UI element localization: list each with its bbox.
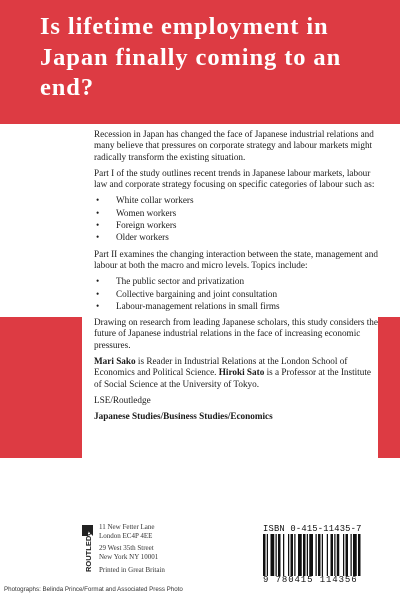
barcode-bar bbox=[316, 534, 317, 576]
bullet-icon: • bbox=[96, 220, 100, 231]
bullet-icon: • bbox=[96, 195, 100, 206]
barcode-bar bbox=[327, 534, 328, 576]
barcode-bar bbox=[358, 534, 361, 576]
barcode-bar bbox=[294, 534, 295, 576]
barcode-bar bbox=[291, 534, 294, 576]
barcode-bar bbox=[309, 534, 313, 576]
barcode-bar bbox=[353, 534, 357, 576]
subject-categories: Japanese Studies/Business Studies/Economics bbox=[94, 411, 273, 422]
list-item: • Older workers bbox=[96, 232, 169, 243]
barcode-icon bbox=[263, 534, 389, 576]
barcode-bar bbox=[303, 534, 306, 576]
bullet-icon: • bbox=[96, 288, 100, 299]
barcode-bar bbox=[343, 534, 344, 576]
bullet-icon: • bbox=[96, 276, 100, 287]
part2-paragraph: Part II examines the changing interaction between the state, management and labour at both the macro and micro levels. Topics include: bbox=[94, 248, 378, 270]
bullet-icon: • bbox=[96, 232, 100, 243]
barcode-bar bbox=[298, 534, 302, 576]
list-item: • Women workers bbox=[96, 207, 177, 218]
author-bio: Mari Sako is Reader in Industrial Relations at the London School of Economics and Political Science. Hiroki Sato is a Professor at the Institute of Social Science at the University of Tokyo. bbox=[94, 356, 371, 389]
barcode-bar bbox=[318, 534, 321, 576]
barcode-bar bbox=[346, 534, 349, 576]
barcode-bar bbox=[278, 534, 281, 576]
closing-paragraph: Drawing on research from leading Japanese scholars, this study considers the future of Japanese industrial relations in the face of increasing economic pressures. bbox=[94, 317, 378, 350]
barcode-bar bbox=[263, 534, 266, 576]
barcode-bar bbox=[307, 534, 308, 576]
part1-paragraph: Part I of the study outlines recent trends in Japanese labour markets, labour law and corporate strategy focusing on specific categories of labour such as: bbox=[94, 167, 375, 190]
bullet-icon: • bbox=[96, 300, 100, 311]
barcode-bar bbox=[322, 534, 323, 576]
headline: Is lifetime employment in Japan finally coming to an end? bbox=[40, 13, 342, 101]
author-name: Hiroki Sato bbox=[218, 367, 265, 378]
barcode-bar bbox=[351, 534, 352, 576]
logo-text: ROUTLEDGE bbox=[84, 524, 93, 572]
barcode-bar bbox=[267, 534, 268, 576]
publisher-address: 11 New Fetter Lane London EC4P 4EE 29 West 35th Street New York NY 10001 Printed in Great Britain bbox=[99, 523, 165, 574]
imprint: LSE/Routledge bbox=[94, 394, 151, 405]
intro-paragraph: Recession in Japan has changed the face of Japanese industrial relations and many believe that pressures on corporate strategy and labour markets might radically transform the existing situation. bbox=[94, 129, 374, 162]
list-item: • White collar workers bbox=[96, 195, 194, 206]
barcode-bar bbox=[283, 534, 284, 576]
barcode-bar bbox=[331, 534, 334, 576]
barcode-bar bbox=[271, 534, 275, 576]
list-item: • Collective bargaining and joint consultation bbox=[96, 288, 278, 299]
part1-list bbox=[94, 195, 378, 243]
list-item: • The public sector and privatization bbox=[96, 276, 245, 287]
part2-list bbox=[94, 276, 378, 312]
barcode-bar bbox=[276, 534, 277, 576]
barcode-bar bbox=[288, 534, 289, 576]
barcode-bar bbox=[334, 534, 335, 576]
blurb-panel bbox=[82, 124, 378, 459]
barcode-bar bbox=[337, 534, 340, 576]
photo-credits: Photographs: Belinda Prince/Format and Associated Press Photo bbox=[4, 586, 183, 593]
isbn-label: ISBN 0-415-11435-7 bbox=[263, 524, 362, 534]
bullet-icon: • bbox=[96, 207, 100, 218]
list-item: • Foreign workers bbox=[96, 220, 177, 231]
list-item: • Labour-management relations in small firms bbox=[96, 300, 280, 311]
author-name: Mari Sako bbox=[94, 356, 136, 367]
barcode-digits: 9 780415 114356 bbox=[263, 575, 358, 585]
routledge-logo-icon bbox=[81, 522, 95, 574]
